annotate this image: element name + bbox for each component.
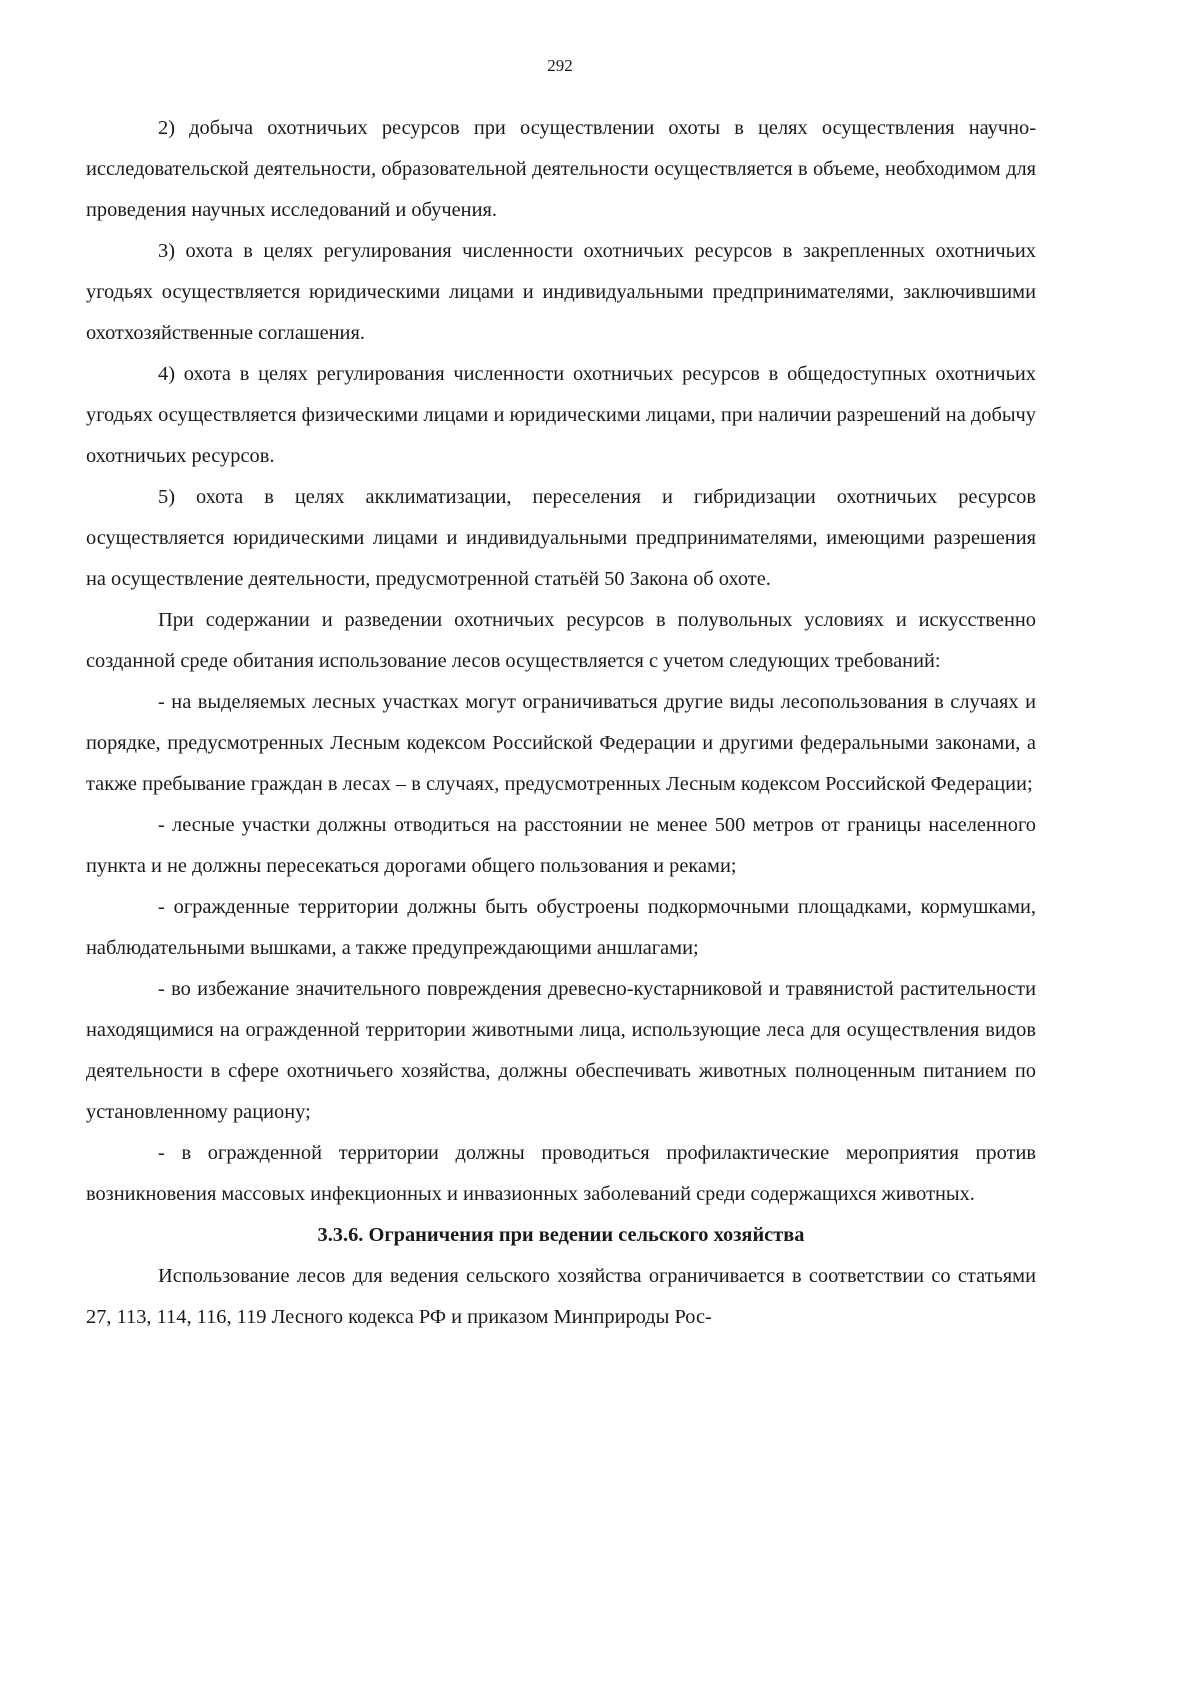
list-item-forest-use-limits: - на выделяемых лесных участках могут ограничиваться другие виды лесопользования в случаях и порядке, предусмотренных Лесным кодексом Российской Федерации и другими федеральными законами, а также пребывание граждан в лесах – в случаях, предусмотренных Лесным кодексом Российской Федерации; [86,691,1036,795]
page-number: 292 [547,56,573,75]
list-item-fenced-infrastructure: - огражденные территории должны быть обустроены подкормочными площадками, кормушками, наблюдательными вышками, а также предупреждающими аншлагами; [86,896,1036,959]
list-item-distance-requirement: - лесные участки должны отводиться на расстоянии не менее 500 метров от границы населенного пункта и не должны пересекаться дорогами общего пользования и реками; [86,814,1036,877]
paragraph-hunting-research: 2) добыча охотничьих ресурсов при осуществлении охоты в целях осуществления научно-исследовательской деятельности, образовательной деятельности осуществляется в объеме, необходимом для проведения научных исследований и обучения. [86,117,1036,221]
paragraph-hunting-regulation-assigned: 3) охота в целях регулирования численности охотничьих ресурсов в закрепленных охотничьих угодьях осуществляется юридическими лицами и индивидуальными предпринимателями, заключившими охотхозяйственные соглашения. [86,240,1036,344]
paragraph-semi-free-requirements: При содержании и разведении охотничьих ресурсов в полувольных условиях и искусственно созданной среде обитания использование лесов осуществляется с учетом следующих требований: [86,609,1036,672]
section-heading: 3.3.6. Ограничения при ведении сельского хозяйства [317,1224,805,1246]
document-body [86,108,1036,1338]
paragraph-agriculture-restrictions: Использование лесов для ведения сельского хозяйства ограничивается в соответствии со статьями 27, 113, 114, 116, 119 Лесного кодекса РФ и приказом Минприроды Рос- [86,1265,1036,1328]
paragraph-hunting-regulation-public: 4) охота в целях регулирования численности охотничьих ресурсов в общедоступных охотничьих угодьях осуществляется физическими лицами и юридическими лицами, при наличии разрешений на добычу охотничьих ресурсов. [86,363,1036,467]
paragraph-hunting-acclimatization: 5) охота в целях акклиматизации, переселения и гибридизации охотничьих ресурсов осуществляется юридическими лицами и индивидуальными предпринимателями, имеющими разрешения на осуществление деятельности, предусмотренной статьёй 50 Закона об охоте. [86,486,1036,590]
list-item-disease-prevention: - в огражденной территории должны проводиться профилактические мероприятия против возникновения массовых инфекционных и инвазионных заболеваний среди содержащихся животных. [86,1142,1036,1205]
list-item-feeding-requirement: - во избежание значительного повреждения древесно-кустарниковой и травянистой растительности находящимися на огражденной территории животными лица, использующие леса для осуществления видов деятельности в сфере охотничьего хозяйства, должны обеспечивать животных полноценным питанием по установленному рациону; [86,978,1036,1123]
